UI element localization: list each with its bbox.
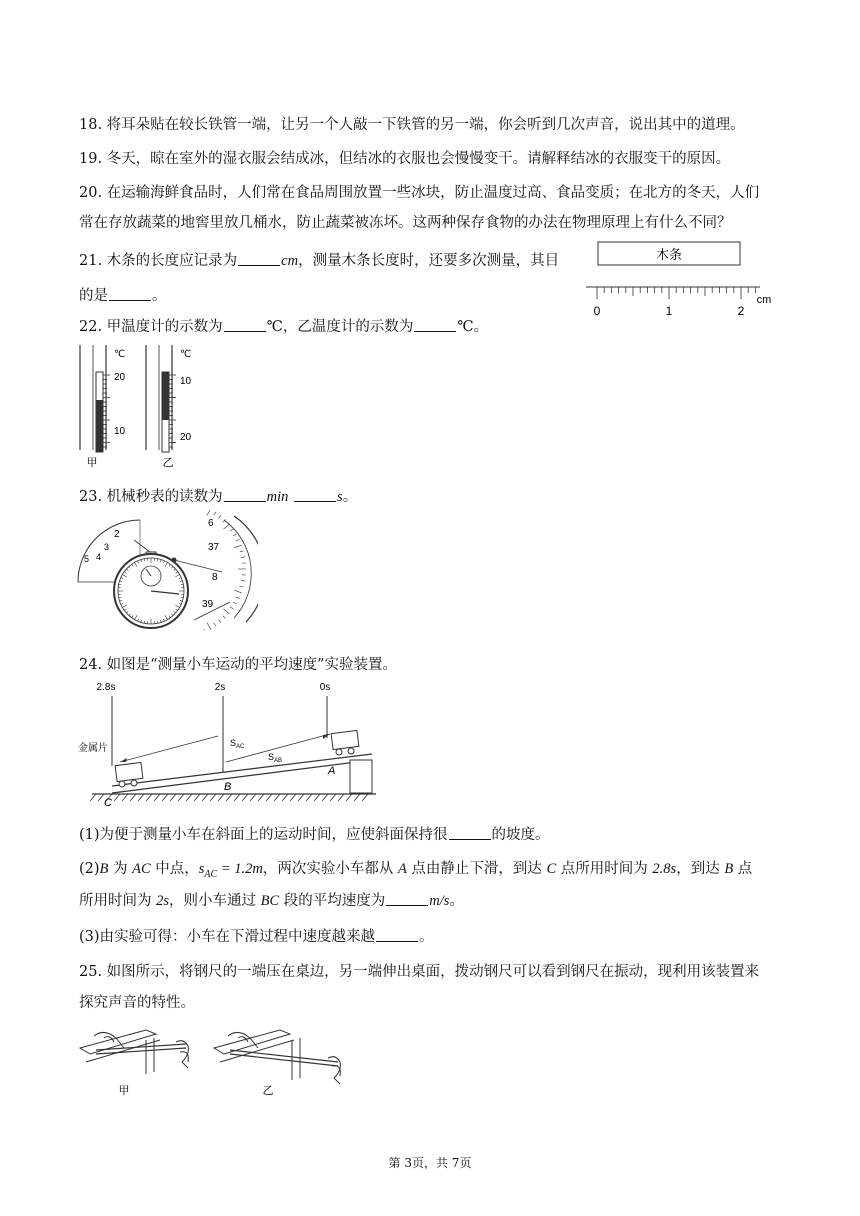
- ruler-label-1: 1: [665, 304, 673, 318]
- ground-hatch: [90, 794, 368, 801]
- ruler-label-0: 0: [593, 304, 601, 318]
- answer-blank[interactable]: [238, 253, 280, 266]
- question-24-part-2-line-2: 所用时间为 2s，则小车通过 BC 段的平均速度为 m/s。: [79, 893, 464, 909]
- thermometer-jia-label: 甲: [86, 457, 98, 469]
- svg-text:金属片: 金属片: [78, 743, 108, 754]
- question-21-line-2: 的是 。: [79, 288, 167, 304]
- second-dial-ticks: [187, 510, 246, 630]
- question-25-line-2: 探究声音的特性。: [79, 995, 195, 1011]
- svg-text:B: B: [224, 781, 232, 793]
- question-25-line-1: 25. 如图所示，将钢尺的一端压在桌边，另一端伸出桌面，拨动钢尺可以看到钢尺在振动，现利用该装置来: [79, 964, 760, 980]
- thermometer-yi-label: 乙: [162, 457, 174, 469]
- question-22: 22. 甲温度计的示数为 ℃，乙温度计的示数为 ℃。: [79, 319, 489, 335]
- cart-at-A: [331, 730, 359, 749]
- ruler-ticks: [597, 287, 755, 299]
- mercury-column: [96, 400, 103, 452]
- question-20-line-2: 常在存放蔬菜的地窖里放几桶水，防止蔬菜被冻坏。这两种保存食物的办法在物理原理上有什么不同？: [79, 215, 732, 231]
- question-24-part-3: (3)由实验可得：小车在下滑过程中速度越来越 。: [79, 929, 434, 945]
- answer-blank[interactable]: [294, 489, 336, 502]
- question-23: 23. 机械秒表的读数为 min s。: [79, 489, 358, 505]
- svg-text:2s: 2s: [214, 682, 226, 693]
- question-20-line-1: 20. 在运输海鲜食品时，人们常在食品周围放置一些冰块，防止温度过高、食品变质；在北方的冬天，人们: [79, 185, 760, 201]
- ruler-figure: [582, 238, 778, 322]
- svg-text:SAB: $S_{AB}$: [268, 752, 283, 764]
- svg-text:3: 3: [104, 542, 110, 552]
- question-24-title: 24. 如图是“测量小车运动的平均速度”实验装置。: [79, 657, 397, 673]
- svg-text:20: 20: [114, 372, 126, 383]
- thermometer-figure: [76, 340, 216, 472]
- wood-strip-label: 木条: [655, 247, 683, 262]
- svg-text:℃: ℃: [114, 349, 126, 360]
- svg-text:8: 8: [212, 572, 218, 583]
- svg-text:6: 6: [208, 518, 214, 529]
- question-19: 19. 冬天，晾在室外的湿衣服会结成冰，但结冰的衣服也会慢慢变干。请解释结冰的衣服变干的原因。: [79, 151, 731, 167]
- steel-ruler-jia-label: 甲: [118, 1085, 130, 1097]
- answer-blank[interactable]: [224, 489, 266, 502]
- steel-ruler-figure: [76, 1018, 356, 1100]
- thermometer-yi: [146, 345, 192, 452]
- svg-text:℃: ℃: [180, 349, 192, 360]
- svg-text:10: 10: [114, 426, 126, 437]
- question-18: 18. 将耳朵贴在较长铁管一端，让另一个人敲一下铁管的另一端，你会听到几次声音，说出其中的道理。: [79, 117, 745, 133]
- cart-at-C: [115, 762, 143, 781]
- svg-text:C: C: [104, 797, 112, 808]
- svg-text:10: 10: [180, 376, 192, 387]
- answer-blank[interactable]: [109, 288, 151, 301]
- svg-text:20: 20: [180, 432, 192, 443]
- svg-text:37: 37: [208, 542, 220, 553]
- incline-experiment-figure: [78, 676, 388, 808]
- question-21-line-1: 21. 木条的长度应记录为 cm，测量木条长度时，还要多次测量，其目: [79, 253, 560, 269]
- question-24-part-2-line-1: (2)B 为 AC 中点，$s_{AC} = 1.2m$，两次实验小车都从 A 点由静止下滑，到达 C 点所用时间为 2.8s，到达 B 点: [79, 861, 753, 880]
- svg-text:A: A: [328, 765, 336, 777]
- stopwatch-figure: [74, 510, 258, 630]
- answer-blank[interactable]: [224, 319, 266, 332]
- steel-ruler-yi: [214, 1030, 340, 1084]
- svg-text:39: 39: [202, 599, 214, 610]
- svg-text:SAC: $S_{AC}$: [230, 738, 245, 750]
- mercury-column: [162, 372, 169, 420]
- answer-blank[interactable]: [449, 827, 491, 840]
- svg-text:4: 4: [96, 552, 102, 562]
- steel-ruler-yi-label: 乙: [262, 1085, 274, 1097]
- svg-text:2.8s: 2.8s: [96, 682, 116, 693]
- page-footer: 第 3页，共 7页: [388, 1156, 472, 1170]
- ruler-unit: cm: [756, 294, 772, 306]
- ruler-label-2: 2: [737, 304, 745, 318]
- steel-ruler-jia: [80, 1030, 188, 1074]
- question-24-part-1: (1)为便于测量小车在斜面上的运动时间，应使斜面保持很 的坡度。: [79, 827, 550, 843]
- answer-blank[interactable]: [414, 319, 456, 332]
- svg-text:0s: 0s: [319, 682, 331, 693]
- thermometer-jia: [80, 345, 126, 452]
- answer-blank[interactable]: [386, 893, 428, 906]
- svg-text:2: 2: [114, 529, 120, 540]
- svg-text:5: 5: [84, 554, 90, 564]
- answer-blank[interactable]: [376, 929, 418, 942]
